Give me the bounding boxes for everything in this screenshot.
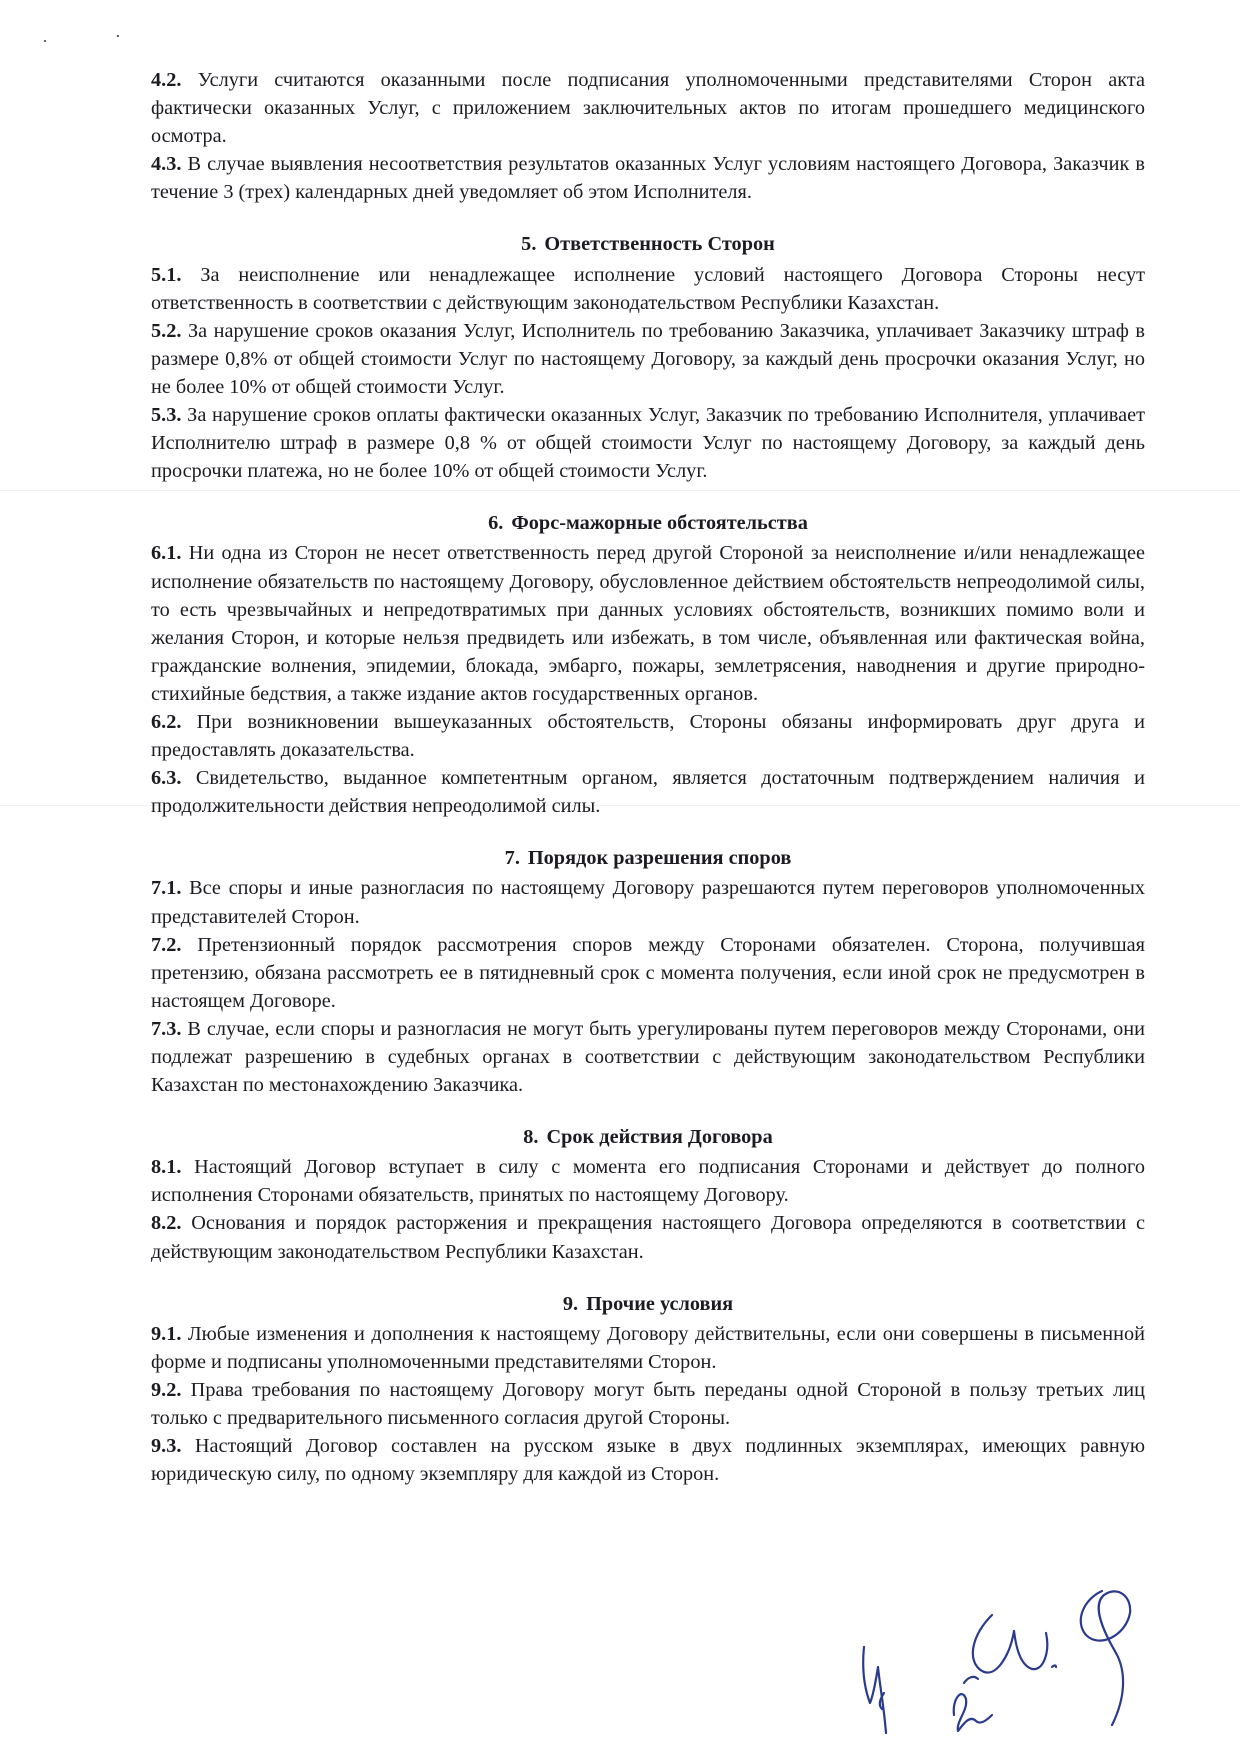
section-number: 8. [523, 1126, 539, 1149]
section-number: 9. [562, 1292, 579, 1315]
clause-number: 6.2. [151, 710, 182, 733]
clause-text: За нарушение сроков оказания Услуг, Исполнитель по требованию Заказчика, уплачивает Заказчику штраф в размере 0,8% от общей стоимости Услуг по настоящему Договору, за каждый день просрочки оказания Услуг, но не более 10% от общей стоимости Услуг. [151, 319, 1145, 398]
clause-text: Права требования по настоящему Договору могут быть переданы одной Стороной в пользу третьих лиц только с предварительного письменного согласия другой Стороны. [151, 1378, 1145, 1430]
signature-initial-3-dot [1052, 1666, 1056, 1668]
clause-text: Основания и порядок расторжения и прекращения настоящего Договора определяются в соответствии с действующим законодательством Республики Казахстан. [151, 1212, 1145, 1263]
clause-number: 5.3. [151, 404, 182, 427]
clause-number: 6.1. [151, 542, 182, 565]
section-title-7 [151, 844, 1145, 872]
handwritten-signatures [840, 1575, 1170, 1750]
clause-number: 4.2. [151, 69, 182, 91]
clause-9-1 [151, 1320, 1145, 1376]
signature-initial-3-loop [1081, 1591, 1130, 1725]
signature-initial-3 [973, 1615, 1047, 1673]
clause-text: Услуги считаются оказанными после подписания уполномоченными представителями Сторон акта фактически оказанных Услуг, с приложением заключительных актов по итогам прошедшего медицинского осмотра. [151, 69, 1145, 148]
clause-number: 8.2. [151, 1212, 182, 1235]
clause-text: При возникновении вышеуказанных обстоятельств, Стороны обязаны информировать друг друга и предоставлять доказательства. [151, 710, 1145, 762]
clause-number: 5.2. [151, 319, 182, 342]
clause-number: 9.2. [151, 1378, 182, 1401]
clause-7-2 [151, 931, 1145, 1015]
clause-text: Настоящий Договор составлен на русском языке в двух подлинных экземплярах, имеющих равную юридическую силу, по одному экземпляру для каждой из Сторон. [151, 1435, 1145, 1486]
section-number: 6. [488, 512, 504, 535]
section-title-6 [151, 509, 1145, 537]
clause-7-3 [151, 1015, 1145, 1099]
scan-artifact-dot [117, 35, 119, 37]
clause-9-3 [151, 1432, 1145, 1488]
section-title-text: Срок действия Договора [546, 1126, 773, 1149]
section-number: 5. [521, 233, 537, 256]
clause-text: В случае выявления несоответствия результатов оказанных Услуг условиям настоящего Договора, Заказчик в течение 3 (трех) календарных дней уведомляет об этом Исполнителя. [151, 153, 1145, 204]
clause-text: Претензионный порядок рассмотрения споров между Сторонами обязателен. Сторона, получившая претензию, обязана рассмотреть ее в пятидневный срок с момента получения, если иной срок не предусмотрен в настоящем Договоре. [151, 933, 1145, 1012]
clause-text: Ни одна из Сторон не несет ответственность перед другой Стороной за неисполнение и/или ненадлежащее исполнение обязательств по настоящему Договору, обусловленное действием обстоятельств непреодолимой силы, то есть чрезвычайных и непредотвратимых при данных условиях обстоятельств, возникших помимо воли и желания Сторон, и которые нельзя предвидеть или избежать, в том числе, объявленная или фактическая война, гражданские волнения, эпидемии, блокада, эмбарго, пожары, землетрясения, наводнения и другие природно-стихийные бедствия, а также издание актов государственных органов. [151, 542, 1145, 705]
clause-number: 6.3. [151, 767, 182, 790]
clause-5-3 [151, 401, 1145, 485]
clause-number: 9.3. [151, 1435, 182, 1458]
clause-4-2 [151, 66, 1145, 150]
section-title-text: Порядок разрешения споров [527, 847, 792, 870]
clause-4-3 [151, 150, 1145, 206]
clause-number: 8.1. [151, 1156, 182, 1179]
section-title-text: Форс-мажорные обстоятельства [511, 512, 808, 535]
signature-initial-2 [954, 1694, 992, 1731]
clause-number: 7.1. [151, 877, 182, 900]
clause-text: Все споры и иные разногласия по настоящему Договору разрешаются путем переговоров уполномоченных представителей Сторон. [151, 877, 1145, 928]
clause-8-1 [151, 1153, 1145, 1209]
section-title-9 [151, 1290, 1145, 1318]
clause-text: Свидетельство, выданное компетентным органом, является достаточным подтверждением наличия и продолжительности действия непреодолимой силы. [151, 767, 1146, 818]
clause-number: 5.1. [151, 263, 182, 286]
clause-text: В случае, если споры и разногласия не могут быть урегулированы путем переговоров между Сторонами, они подлежат разрешению в судебных органах в соответствии с действующим законодательством Республики Казахстан по местонахождению Заказчика. [151, 1017, 1145, 1097]
clause-5-2 [151, 317, 1145, 401]
clause-number: 7.2. [151, 933, 182, 956]
clause-7-1 [151, 874, 1145, 930]
clause-number: 4.3. [151, 153, 182, 176]
section-title-text: Ответственность Сторон [544, 233, 775, 256]
clause-5-1 [151, 261, 1145, 317]
clause-number: 9.1. [151, 1322, 182, 1345]
clause-number: 7.3. [151, 1017, 182, 1040]
section-title-5 [151, 230, 1145, 258]
clause-text: За неисполнение или ненадлежащее исполнение условий настоящего Договора Стороны несут ответственность в соответствии с действующим законодательством Республики Казахстан. [151, 263, 1145, 314]
signature-initial-1 [863, 1647, 886, 1733]
clause-text: Настоящий Договор вступает в силу с момента его подписания Сторонами и действует до полного исполнения Сторонами обязательств, принятых по настоящему Договору. [151, 1156, 1146, 1207]
clause-8-2 [151, 1209, 1145, 1265]
clause-text: Любые изменения и дополнения к настоящему Договору действительны, если они совершены в письменной форме и подписаны уполномоченными представителями Сторон. [151, 1322, 1145, 1373]
clause-9-2 [151, 1376, 1145, 1432]
clause-text: За нарушение сроков оплаты фактически оказанных Услуг, Заказчик по требованию Исполнителя, уплачивает Исполнителю штраф в размере 0,8 % от общей стоимости Услуг по настоящему Договору, за каждый день просрочки платежа, но не более 10% от общей стоимости Услуг. [151, 404, 1145, 483]
scan-artifact-dot [44, 40, 46, 42]
clause-6-2 [151, 708, 1145, 764]
clause-6-1 [151, 539, 1145, 708]
section-number: 7. [504, 847, 520, 870]
document-body [151, 66, 1145, 1488]
section-title-text: Прочие условия [586, 1292, 734, 1315]
clause-6-3 [151, 764, 1145, 820]
section-title-8 [151, 1123, 1145, 1151]
signature-initial-2-hook [964, 1677, 978, 1683]
